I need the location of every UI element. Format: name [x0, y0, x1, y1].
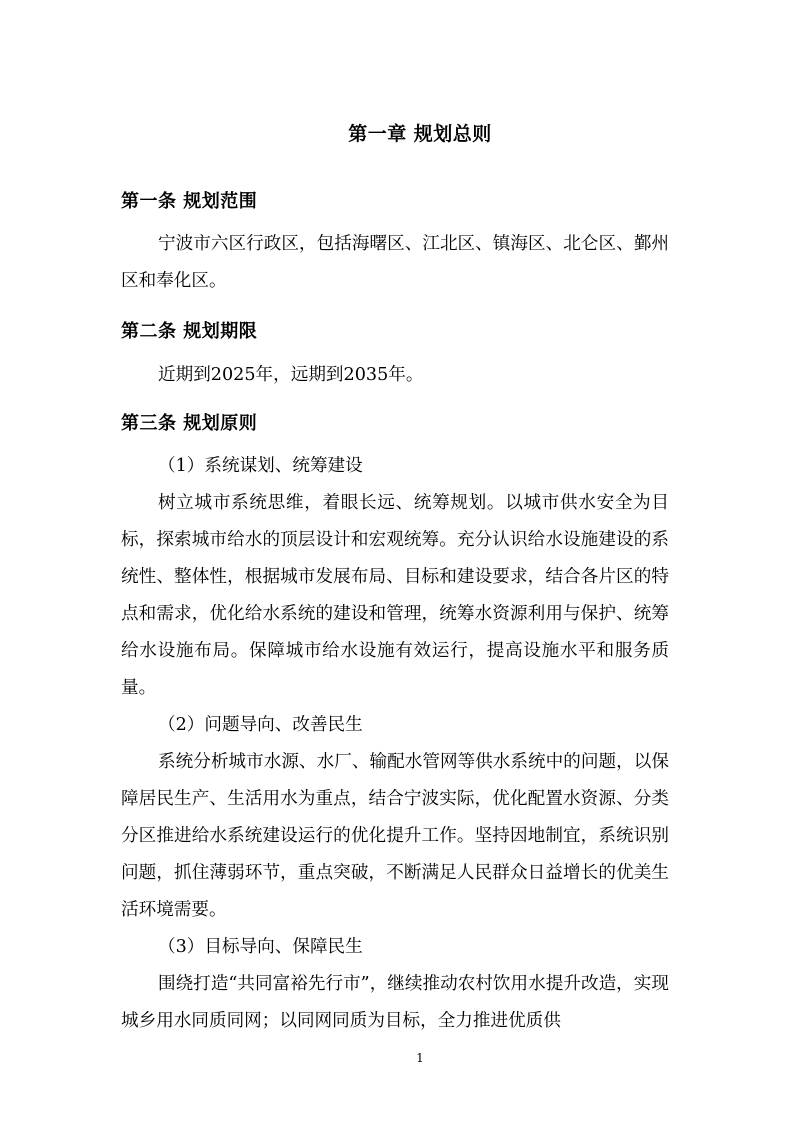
article-heading-principles: 第三条 规划原则 — [121, 413, 258, 434]
chapter-title: 第一章 规划总则 — [348, 123, 492, 145]
article-heading-period: 第二条 规划期限 — [121, 321, 258, 342]
principle-text-1: 树立城市系统思维，着眼长远、统筹规划。以城市供水安全为目标，探索城市给水的顶层设计和宏观统筹。充分认识给水设施建设的系统性、整体性，根据城市发展布局、目标和建设要求，结合各片区的特点和需求，优化给水系统的建设和管理，统筹水资源利用与保护、统筹给水设施布局。保障城市给水设施有效运行，提高设施水平和服务质量。 — [121, 493, 669, 698]
article-heading-scope: 第一条 规划范围 — [121, 191, 258, 212]
article-paragraph-scope: 宁波市六区行政区，包括海曙区、江北区、镇海区、北仑区、鄞州区和奉化区。 — [121, 234, 669, 291]
principle-title-1: （1）系统谋划、统筹建设 — [158, 456, 363, 476]
principle-text-2: 系统分析城市水源、水厂、输配水管网等供水系统中的问题，以保障居民生产、生活用水为重点，结合宁波实际，优化配置水资源、分类分区推进给水系统建设运行的优化提升工作。坚持因地制宜，系统识别问题，抓住薄弱环节，重点突破，不断满足人民群众日益增长的优美生活环境需要。 — [121, 752, 669, 920]
page-number: 1 — [416, 1051, 424, 1065]
principle-text-3: 围绕打造“共同富裕先行市”，继续推动农村饮用水提升改造，实现城乡用水同质同网；以同网同质为目标，全力推进优质供 — [121, 974, 669, 1031]
principle-title-2: （2）问题导向、改善民生 — [158, 715, 363, 735]
principle-title-3: （3）目标导向、保障民生 — [158, 937, 363, 957]
article-paragraph-period: 近期到2025年，远期到2035年。 — [158, 365, 424, 385]
